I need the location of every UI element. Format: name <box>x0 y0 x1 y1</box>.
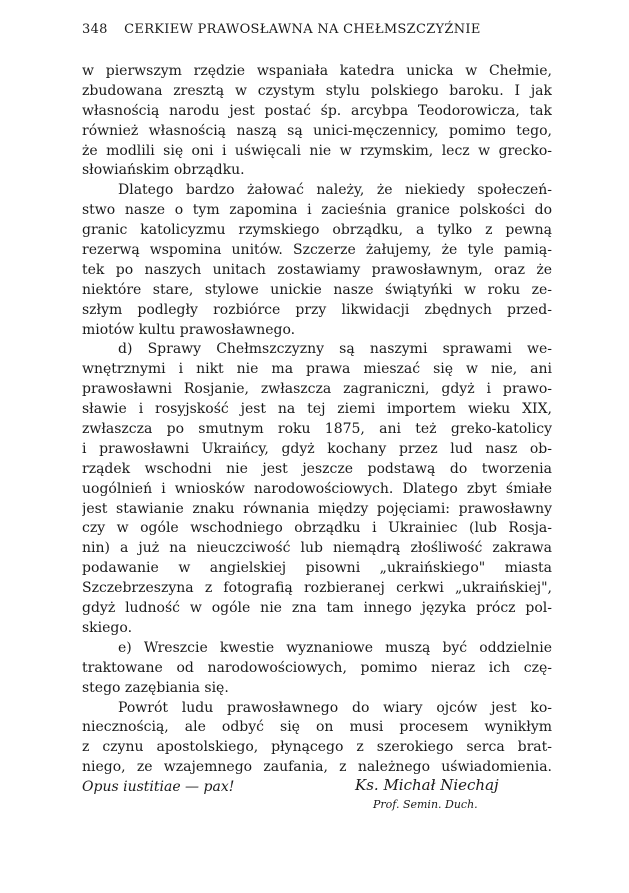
text-line: również własnością naszą są unici-męczennicy, pomimo tego, <box>82 122 552 139</box>
text-line: własnością narodu jest postać śp. arcybpa Teodorowicza, tak <box>82 102 552 119</box>
signature-block <box>355 776 555 811</box>
text-line: wnętrznymi i nikt nie ma prawa mieszać się w nie, ani <box>82 361 552 378</box>
text-line: Szczebrzeszyna z fotografią rozbieranej cerkwi „ukraińskiej", <box>82 580 552 597</box>
text-line: tek po naszych unitach zostawiamy prawosławnym, oraz że <box>82 261 552 278</box>
text-line: sławie i rosyjskość jest na tej ziemi importem wieku XIX, <box>82 401 552 418</box>
text-line: zbudowana zresztą w czystym stylu polskiego baroku. I jak <box>82 82 552 99</box>
motto: Opus iustitiae — pax! <box>82 779 235 796</box>
author-title: Prof. Semin. Duch. <box>373 798 478 811</box>
text-line: uogólnień i wniosków narodowościowych. Dlatego zbyt śmiałe <box>82 480 552 497</box>
text-line: prawosławni Rosjanie, zwłaszcza zagraniczni, gdyż i prawo- <box>82 381 552 398</box>
text-line: jest stawianie znaku równania między pojęciami: prawosławny <box>82 500 552 517</box>
text-line: rezerwą wspomina unitów. Szczerze żałujemy, że tyle pamią- <box>82 242 552 259</box>
text-line: Dlatego bardzo żałować należy, że niekiedy społeczeń- <box>118 182 552 199</box>
running-title: CERKIEW PRAWOSŁAWNA NA CHEŁMSZCZYŹNIE <box>124 22 481 37</box>
text-line: stwo nasze o tym zapomina i zacieśnia granice polskości do <box>82 202 552 219</box>
text-line: zwłaszcza po smutnym roku 1875, ani też greko-katolicy <box>82 421 552 438</box>
text-line: że modlili się oni i uświęcali nie w rzymskim, lecz w grecko- <box>82 142 552 159</box>
text-line: podawanie w angielskiej pisowni „ukraińskiego" miasta <box>82 560 552 577</box>
running-header <box>82 22 552 37</box>
text-line: gdyż ludność w ogóle nie zna tam innego języka prócz pol- <box>82 600 552 617</box>
page-number: 348 <box>82 22 108 37</box>
text-line: d) Sprawy Chełmszczyzny są naszymi sprawami we- <box>118 341 552 358</box>
text-line: niektóre stare, stylowe unickie nasze świątyńki w roku ze- <box>82 281 552 298</box>
text-line: niecznością, ale odbyć się on musi procesem wynikłym <box>82 719 552 736</box>
text-line: skiego. <box>82 619 133 636</box>
text-line: słowiańskim obrządku. <box>82 162 245 179</box>
text-line: z czynu apostolskiego, płynącego z szerokiego serca brat- <box>82 739 552 756</box>
text-line: granic katolicyzmu rzymskiego obrządku, a tylko z pewną <box>82 222 552 239</box>
author-name: Ks. Michał Niechaj <box>355 776 499 794</box>
text-line: niego, ze wzajemnego zaufania, z należnego uświadomienia. <box>82 759 552 776</box>
text-line: szłym podległy rozbiórce przy likwidacji zbędnych przed- <box>82 301 552 318</box>
text-line: e) Wreszcie kwestie wyznaniowe muszą być oddzielnie <box>118 639 552 656</box>
text-line: i prawosławni Ukraińcy, gdyż kochany przez lud nasz ob- <box>82 440 552 457</box>
text-line: miotów kultu prawosławnego. <box>82 321 296 338</box>
body-text <box>82 62 552 798</box>
text-line: stego zazębiania się. <box>82 679 229 696</box>
text-line: traktowane od narodowościowych, pomimo nieraz ich czę- <box>82 659 552 676</box>
text-line: rządek wschodni nie jest jeszcze podstawą do tworzenia <box>82 460 552 477</box>
text-line: w pierwszym rzędzie wspaniała katedra unicka w Chełmie, <box>82 63 552 79</box>
text-line: czy w ogóle wschodniego obrządku i Ukrainiec (lub Rosja- <box>82 520 552 537</box>
text-line: nin) a już na nieuczciwość lub niemądrą złośliwość zakrawa <box>82 540 552 557</box>
text-line: Powrót ludu prawosławnego do wiary ojców jest ko- <box>118 699 552 716</box>
